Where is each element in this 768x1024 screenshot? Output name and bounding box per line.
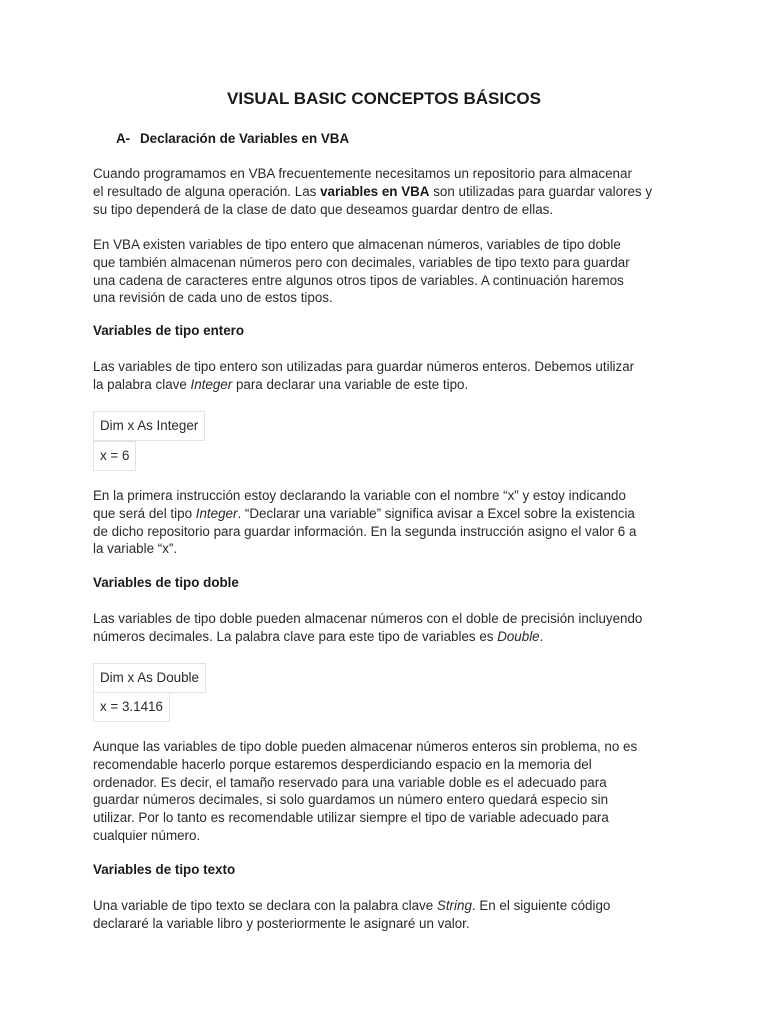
text-run: . bbox=[539, 628, 544, 644]
text-line: la variable “x”. bbox=[93, 541, 178, 557]
bold-term: variables en VBA bbox=[320, 183, 430, 199]
text-line: Las variables de tipo entero son utilizadas para guardar números enteros. Debemos utilizar bbox=[93, 359, 635, 374]
paragraph-integer-explain bbox=[93, 487, 683, 558]
text-line: una revisión de cada uno de estos tipos. bbox=[93, 290, 333, 306]
italic-keyword: String bbox=[436, 898, 472, 913]
page-title: VISUAL BASIC CONCEPTOS BÁSICOS bbox=[227, 89, 541, 108]
text-line: su tipo dependerá de la clase de dato que deseamos guardar dentro de ellas. bbox=[93, 201, 554, 217]
paragraph-double-explain bbox=[93, 738, 683, 845]
text-run: . “Declarar una variable” significa avisar a Excel sobre la existencia bbox=[237, 505, 635, 521]
italic-keyword: Integer bbox=[195, 505, 238, 521]
text-run: son utilizadas para guardar valores y bbox=[429, 183, 653, 199]
text-line bbox=[93, 628, 683, 646]
text-line: En VBA existen variables de tipo entero que almacenan números, variables de tipo doble bbox=[93, 237, 621, 252]
paragraph-integer bbox=[93, 358, 683, 394]
text-line: una cadena de caracteres entre algunos otros tipos de variables. A continuación haremos bbox=[93, 272, 624, 288]
italic-keyword: Integer bbox=[190, 376, 233, 392]
text-run: Una variable de tipo texto se declara con la palabra clave bbox=[93, 898, 437, 913]
text-line: Cuando programamos en VBA frecuentemente necesitamos un repositorio para almacenar bbox=[93, 166, 632, 181]
paragraph-types bbox=[93, 236, 683, 307]
text-run: que será del tipo bbox=[93, 505, 196, 521]
text-line: Las variables de tipo doble pueden almacenar números con el doble de precisión incluyendo bbox=[93, 611, 643, 626]
code-line-assign-integer: x = 6 bbox=[93, 441, 136, 471]
code-line-assign-double: x = 3.1416 bbox=[93, 692, 170, 722]
section-number: A- bbox=[116, 131, 131, 146]
text-line: Aunque las variables de tipo doble pueden almacenar números enteros sin problema, no es bbox=[93, 739, 638, 754]
text-line: que también almacenan números pero con decimales, variables de tipo texto para guardar bbox=[93, 254, 630, 270]
heading-integer: Variables de tipo entero bbox=[93, 323, 245, 338]
code-line-dim-integer: Dim x As Integer bbox=[93, 411, 205, 441]
heading-double: Variables de tipo doble bbox=[93, 575, 239, 590]
paragraph-double bbox=[93, 610, 683, 646]
section-heading bbox=[116, 131, 349, 146]
text-line: utilizar. Por lo tanto es recomendable utilizar siempre el tipo de variable adecuado para bbox=[93, 810, 609, 826]
text-line: declararé la variable libro y posteriormente le asignaré un valor. bbox=[93, 915, 470, 931]
text-run: números decimales. La palabra clave para este tipo de variables es bbox=[93, 628, 498, 644]
text-line: En la primera instrucción estoy declarando la variable con el nombre “x” y estoy indicando bbox=[93, 488, 626, 503]
text-run: el resultado de alguna operación. Las bbox=[93, 183, 321, 199]
text-line: de dicho repositorio para guardar información. En la segunda instrucción asigno el valor 6 a bbox=[93, 523, 637, 539]
text-line bbox=[93, 183, 683, 201]
text-line: recomendable hacerlo porque estaremos desperdiciando espacio en la memoria del bbox=[93, 756, 592, 772]
text-line bbox=[93, 505, 683, 523]
italic-keyword: Double bbox=[497, 628, 540, 644]
code-line-dim-double: Dim x As Double bbox=[93, 663, 206, 693]
section-label: Declaración de Variables en VBA bbox=[140, 131, 350, 146]
text-line bbox=[93, 376, 683, 394]
paragraph-text bbox=[93, 897, 683, 933]
text-line: ordenador. Es decir, el tamaño reservado para una variable doble es el adecuado para bbox=[93, 774, 607, 790]
text-line: cualquier número. bbox=[93, 827, 201, 843]
text-run: para declarar una variable de este tipo. bbox=[232, 376, 469, 392]
text-run: la palabra clave bbox=[93, 376, 191, 392]
paragraph-intro bbox=[93, 165, 683, 218]
text-line: guardar números decimales, si solo guardamos un número entero quedará especio sin bbox=[93, 792, 609, 808]
text-line bbox=[93, 897, 683, 915]
text-run: . En el siguiente código bbox=[471, 898, 611, 913]
heading-text: Variables de tipo texto bbox=[93, 862, 236, 877]
